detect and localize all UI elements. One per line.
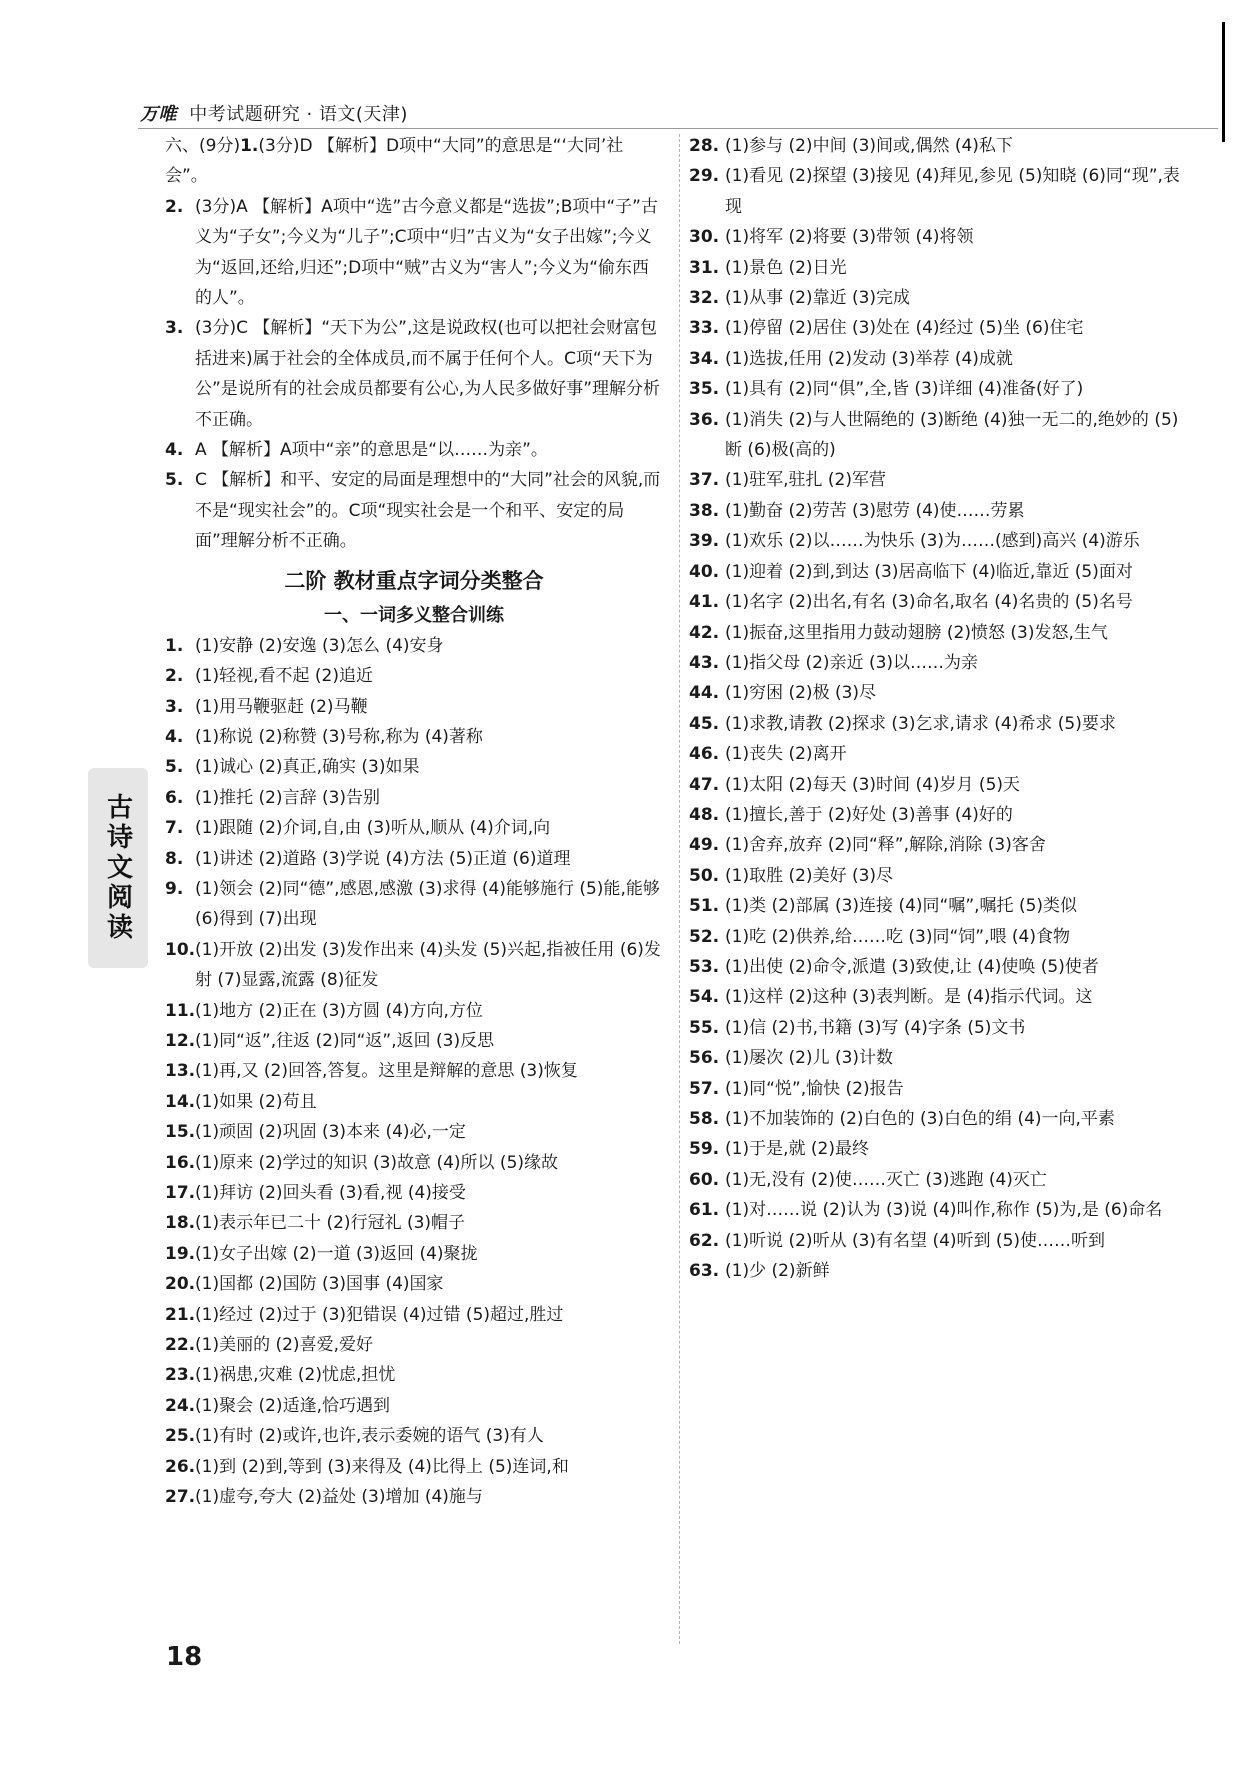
item-number: 2. [165,666,184,687]
item-text: (1)拜访 (2)回头看 (3)看,视 (4)接受 [195,1183,466,1203]
item-text: (1)丧失 (2)离开 [725,744,847,765]
right-column [689,131,1189,1286]
item-number: 5. [165,470,184,491]
item-text: (1)将军 (2)将要 (3)带领 (4)将领 [725,227,974,248]
answer-item [689,982,1189,1012]
page-number: 18 [166,1642,203,1672]
item-text: (1)出使 (2)命令,派遣 (3)致使,让 (4)使唤 (5)使者 [725,956,1099,977]
item-text: (1)看见 (2)探望 (3)接见 (4)拜见,参见 (5)知晓 (6)同“现”,表现 [725,166,1180,217]
answer-item [689,313,1189,343]
part-six-item [165,313,663,435]
item-text: (1)无,没有 (2)使……灭亡 (3)逃跑 (4)灭亡 [725,1169,1047,1190]
item-text: (1)讲述 (2)道路 (3)学说 (4)方法 (5)正道 (6)道理 [195,848,571,869]
item-number: 14. [165,1091,196,1112]
answer-item [689,770,1189,800]
answer-item [165,813,663,843]
item-number: 37. [689,470,720,491]
item-number: 21. [165,1304,196,1325]
item-number: 38. [689,500,720,521]
answer-item [165,1330,663,1360]
item-text: (1)于是,就 (2)最终 [725,1139,869,1160]
item-text: (1)女子出嫁 (2)一道 (3)返回 (4)聚拢 [195,1243,478,1264]
item-number: 59. [689,1139,720,1160]
item-number: 17. [165,1183,196,1203]
answer-item [689,861,1189,891]
item-number: 45. [689,713,720,734]
answer-item [689,405,1189,466]
column-divider [679,134,680,1644]
item-text: (1)指父母 (2)亲近 (3)以……为亲 [725,652,979,673]
item-text: (1)选拔,任用 (2)发动 (3)举荐 (4)成就 [725,348,1013,369]
item-text: (1)原来 (2)学过的知识 (3)故意 (4)所以 (5)缘故 [195,1152,559,1173]
answer-item [689,1226,1189,1256]
item-text: (1)驻军,驻扎 (2)军营 [725,470,886,491]
answer-item [689,1165,1189,1195]
answer-item [689,222,1189,252]
header-title: 中考试题研究 · 语文(天津) [189,104,408,125]
item-number: 32. [689,288,720,309]
item-number: 46. [689,744,720,765]
item-text: (1)领会 (2)同“德”,感恩,感激 (3)求得 (4)能够施行 (5)能,能够 (6)得到 (7)出现 [195,878,660,930]
item-number: 47. [689,774,720,795]
item-text: (1)欢乐 (2)以……为快乐 (3)为……(感到)高兴 (4)游乐 [725,531,1140,552]
item-number: 26. [165,1456,196,1477]
item-number: 57. [689,1078,720,1099]
answer-item [165,1360,663,1390]
answer-item [689,557,1189,587]
brand-logo: 万唯 [140,104,177,125]
answer-item [689,374,1189,404]
item-number: 52. [689,926,720,947]
item-number: 36. [689,409,720,430]
item-number: 16. [165,1152,196,1173]
item-text: (1)安静 (2)安逸 (3)怎么 (4)安身 [195,635,444,656]
item-text: (1)吃 (2)供养,给……吃 (3)同“饲”,喂 (4)食物 [725,926,1070,947]
answer-item [689,648,1189,678]
item-number: 39. [689,531,720,552]
item-number: 31. [689,257,720,278]
item-text: (1)经过 (2)过于 (3)犯错误 (4)过错 (5)超过,胜过 [195,1304,564,1325]
answer-item [689,526,1189,556]
item-text: (1)不加装饰的 (2)白色的 (3)白色的绢 (4)一向,平素 [725,1109,1115,1129]
item-text: (1)景色 (2)日光 [725,257,847,278]
item-text: (1)对……说 (2)认为 (3)说 (4)叫作,称作 (5)为,是 (6)命名 [725,1200,1163,1221]
answer-item [165,722,663,752]
item-text: (1)擅长,善于 (2)好处 (3)善事 (4)好的 [725,804,1013,825]
item-number: 13. [165,1061,196,1082]
item-number: 4. [165,726,184,747]
left-answer-list [165,631,663,1513]
answer-item [165,874,663,935]
item-number: 20. [165,1274,196,1295]
item-number: 62. [689,1230,720,1251]
item-number: 58. [689,1109,720,1129]
item-text: (1)参与 (2)中间 (3)间或,偶然 (4)私下 [725,136,1013,156]
part-six-item [165,465,663,556]
item-number: 51. [689,896,720,917]
answer-item [165,1300,663,1330]
item-number: 4. [165,440,184,461]
answer-item [689,922,1189,952]
item-number: 3. [165,696,184,717]
item-text: (1)同“返”,往返 (2)同“返”,返回 (3)反思 [195,1030,495,1051]
item-text: (1)轻视,看不起 (2)追近 [195,666,373,687]
answer-item [689,161,1189,222]
item-number: 34. [689,348,720,369]
item-text: (1)这样 (2)这种 (3)表判断。是 (4)指示代词。这 [725,987,1093,1008]
item-text: (1)迎着 (2)到,到达 (3)居高临下 (4)临近,靠近 (5)面对 [725,561,1133,582]
item-number: 53. [689,956,720,977]
item-text: (1)顽固 (2)巩固 (3)本来 (4)必,一定 [195,1122,466,1143]
item-number: 44. [689,683,720,704]
answer-item [689,253,1189,283]
item-number: 23. [165,1365,196,1386]
item-text: (1)屡次 (2)儿 (3)计数 [725,1048,894,1069]
item-number: 56. [689,1048,720,1069]
answer-item [165,631,663,661]
item-number: 61. [689,1200,720,1221]
right-answer-list [689,131,1189,1286]
answer-item [689,1013,1189,1043]
part-six-item [165,131,663,192]
item-text: (1)表示年已二十 (2)行冠礼 (3)帽子 [195,1213,466,1234]
item-number: 1. [240,136,259,156]
item-text: (1)信 (2)书,书籍 (3)写 (4)字条 (5)文书 [725,1017,1026,1038]
item-text: (1)取胜 (2)美好 (3)尽 [725,865,894,886]
item-number: 25. [165,1426,196,1447]
answer-item [165,661,663,691]
item-text: (1)消失 (2)与人世隔绝的 (3)断绝 (4)独一无二的,绝妙的 (5)断 (6)极(高的) [725,409,1179,461]
item-text: (1)类 (2)部属 (3)连接 (4)同“嘱”,嘱托 (5)类似 [725,896,1078,917]
answer-item [689,131,1189,161]
answer-item [689,800,1189,830]
item-text: (1)美丽的 (2)喜爱,爱好 [195,1335,373,1356]
answer-item [165,1482,663,1512]
item-number: 28. [689,136,720,156]
answer-item [689,739,1189,769]
item-text: (1)跟随 (2)介词,自,由 (3)听从,顺从 (4)介词,向 [195,818,551,839]
item-number: 35. [689,379,720,400]
item-number: 6. [165,787,184,808]
item-number: 29. [689,166,720,187]
item-number: 18. [165,1213,196,1234]
item-number: 3. [165,318,184,339]
item-text: (1)祸患,灾难 (2)忧虑,担忧 [195,1365,396,1386]
item-text: (1)具有 (2)同“俱”,全,皆 (3)详细 (4)准备(好了) [725,379,1084,400]
sub-title: 一、一词多义整合训练 [324,604,504,626]
part-six-item [165,192,663,314]
answer-item [165,844,663,874]
item-number: 43. [689,652,720,673]
item-number: 55. [689,1017,720,1038]
item-number: 5. [165,757,184,778]
answer-item [165,1391,663,1421]
edge-marker-bar [1222,22,1225,142]
answer-item [165,1148,663,1178]
answer-item [689,1074,1189,1104]
item-text: (1)太阳 (2)每天 (3)时间 (4)岁月 (5)天 [725,774,1021,795]
item-text: (1)国都 (2)国防 (3)国事 (4)国家 [195,1274,444,1295]
item-number: 2. [165,196,184,217]
item-number: 63. [689,1261,720,1282]
item-text: (1)称说 (2)称赞 (3)号称,称为 (4)著称 [195,726,483,747]
answer-item [689,830,1189,860]
answer-item [165,1087,663,1117]
header-rule [138,128,1218,129]
item-number: 7. [165,818,184,839]
item-text: (1)如果 (2)苟且 [195,1091,317,1112]
part-six-item [165,435,663,465]
answer-item [689,709,1189,739]
item-number: 15. [165,1122,196,1143]
item-number: 9. [165,878,184,899]
item-text: (1)停留 (2)居住 (3)处在 (4)经过 (5)坐 (6)住宅 [725,318,1084,339]
item-text: (1)虚夸,夸大 (2)益处 (3)增加 (4)施与 [195,1487,483,1508]
answer-item [165,935,663,996]
left-column [165,131,663,1512]
answer-item [689,1043,1189,1073]
answer-item [689,1134,1189,1164]
item-text: (1)听说 (2)听从 (3)有名望 (4)听到 (5)使……听到 [725,1230,1106,1251]
item-text: (1)求教,请教 (2)探求 (3)乞求,请求 (4)希求 (5)要求 [725,713,1116,734]
answer-item [689,283,1189,313]
item-text: (1)振奋,这里指用力鼓动翅膀 (2)愤怒 (3)发怒,生气 [725,622,1108,643]
answer-item [689,465,1189,495]
item-text: (1)有时 (2)或许,也许,表示委婉的语气 (3)有人 [195,1426,544,1447]
item-number: 60. [689,1169,720,1190]
section-title: 二阶 教材重点字词分类整合 [284,568,544,593]
item-text: (1)地方 (2)正在 (3)方圆 (4)方向,方位 [195,1000,483,1021]
item-number: 50. [689,865,720,886]
item-text: (1)勤奋 (2)劳苦 (3)慰劳 (4)使……劳累 [725,500,1025,521]
answer-item [165,1117,663,1147]
item-number: 27. [165,1487,196,1508]
answer-item [689,891,1189,921]
item-text: (1)穷困 (2)极 (3)尽 [725,683,877,704]
item-text: (3分)A 【解析】A项中“选”古今意义都是“选拔”;B项中“子”古义为“子女”;今义为“儿子”;C项中“归”古义为“女子出嫁”;今义为“返回,还给,归还”;D项中“贼”古义为“害人”;今义为“偷东西的人”。 [195,196,658,309]
answer-item [689,618,1189,648]
item-text: (1)再,又 (2)回答,答复。这里是辩解的意思 (3)恢复 [195,1061,578,1082]
item-text: (1)用马鞭驱赶 (2)马鞭 [195,696,368,717]
item-number: 8. [165,848,184,869]
item-number: 30. [689,227,720,248]
item-number: 10. [165,939,196,960]
side-tab [88,768,148,968]
item-number: 22. [165,1335,196,1356]
item-number: 40. [689,561,720,582]
item-text: (1)少 (2)新鲜 [725,1261,830,1282]
side-tab-label: 古诗文阅读 [102,793,133,943]
item-number: 41. [689,592,720,613]
item-number: 19. [165,1243,196,1264]
answer-item [165,1178,663,1208]
item-text: A 【解析】A项中“亲”的意思是“以……为亲”。 [195,440,548,461]
item-number: 12. [165,1030,196,1051]
part-six-intro: 六、(9分) [165,136,241,156]
answer-item [689,1195,1189,1225]
answer-item [165,783,663,813]
answer-item [689,1104,1189,1134]
item-text: (1)聚会 (2)适逢,恰巧遇到 [195,1395,390,1416]
answer-item [689,1256,1189,1286]
answer-item [165,1056,663,1086]
item-text: (3分)C 【解析】“天下为公”,这是说政权(也可以把社会财富包括进来)属于社会的全体成员,而不属于任何个人。C项“天下为公”是说所有的社会成员都要有公心,为人民多做好事”理解分析不正确。 [195,318,661,430]
item-number: 42. [689,622,720,643]
item-number: 11. [165,1000,196,1021]
answer-item [165,1026,663,1056]
item-number: 48. [689,804,720,825]
item-text: (1)从事 (2)靠近 (3)完成 [725,288,911,309]
page-header [140,100,408,126]
answer-item [165,1239,663,1269]
answer-item [165,692,663,722]
answer-item [165,1452,663,1482]
answer-item [165,1208,663,1238]
item-text: C 【解析】和平、安定的局面是理想中的“大同”社会的风貌,而不是“现实社会”的。C项“现实社会是一个和平、安定的局面”理解分析不正确。 [195,470,661,552]
answer-item [689,952,1189,982]
answer-item [689,678,1189,708]
answer-item [689,344,1189,374]
item-text: (1)推托 (2)言辞 (3)告别 [195,787,381,808]
item-text: (1)开放 (2)出发 (3)发作出来 (4)头发 (5)兴起,指被任用 (6)发射 (7)显露,流露 (8)征发 [195,939,661,991]
item-text: (1)到 (2)到,等到 (3)来得及 (4)比得上 (5)连词,和 [195,1456,569,1477]
item-text: (1)同“悦”,愉快 (2)报告 [725,1078,904,1099]
item-number: 33. [689,318,720,339]
answer-item [165,996,663,1026]
item-text: (3分)D 【解析】D项中“大同”的意思是“‘大同’社会”。 [165,136,624,187]
answer-item [689,587,1189,617]
answer-item [165,1421,663,1451]
answer-item [165,1269,663,1299]
item-text: (1)舍弃,放弃 (2)同“释”,解除,消除 (3)客舍 [725,835,1046,856]
answer-item [689,496,1189,526]
item-number: 24. [165,1395,196,1416]
item-text: (1)名字 (2)出名,有名 (3)命名,取名 (4)名贵的 (5)名号 [725,592,1133,613]
item-number: 49. [689,835,720,856]
answer-item [165,752,663,782]
item-number: 1. [165,635,184,656]
item-number: 54. [689,987,720,1008]
item-text: (1)诚心 (2)真正,确实 (3)如果 [195,757,420,778]
